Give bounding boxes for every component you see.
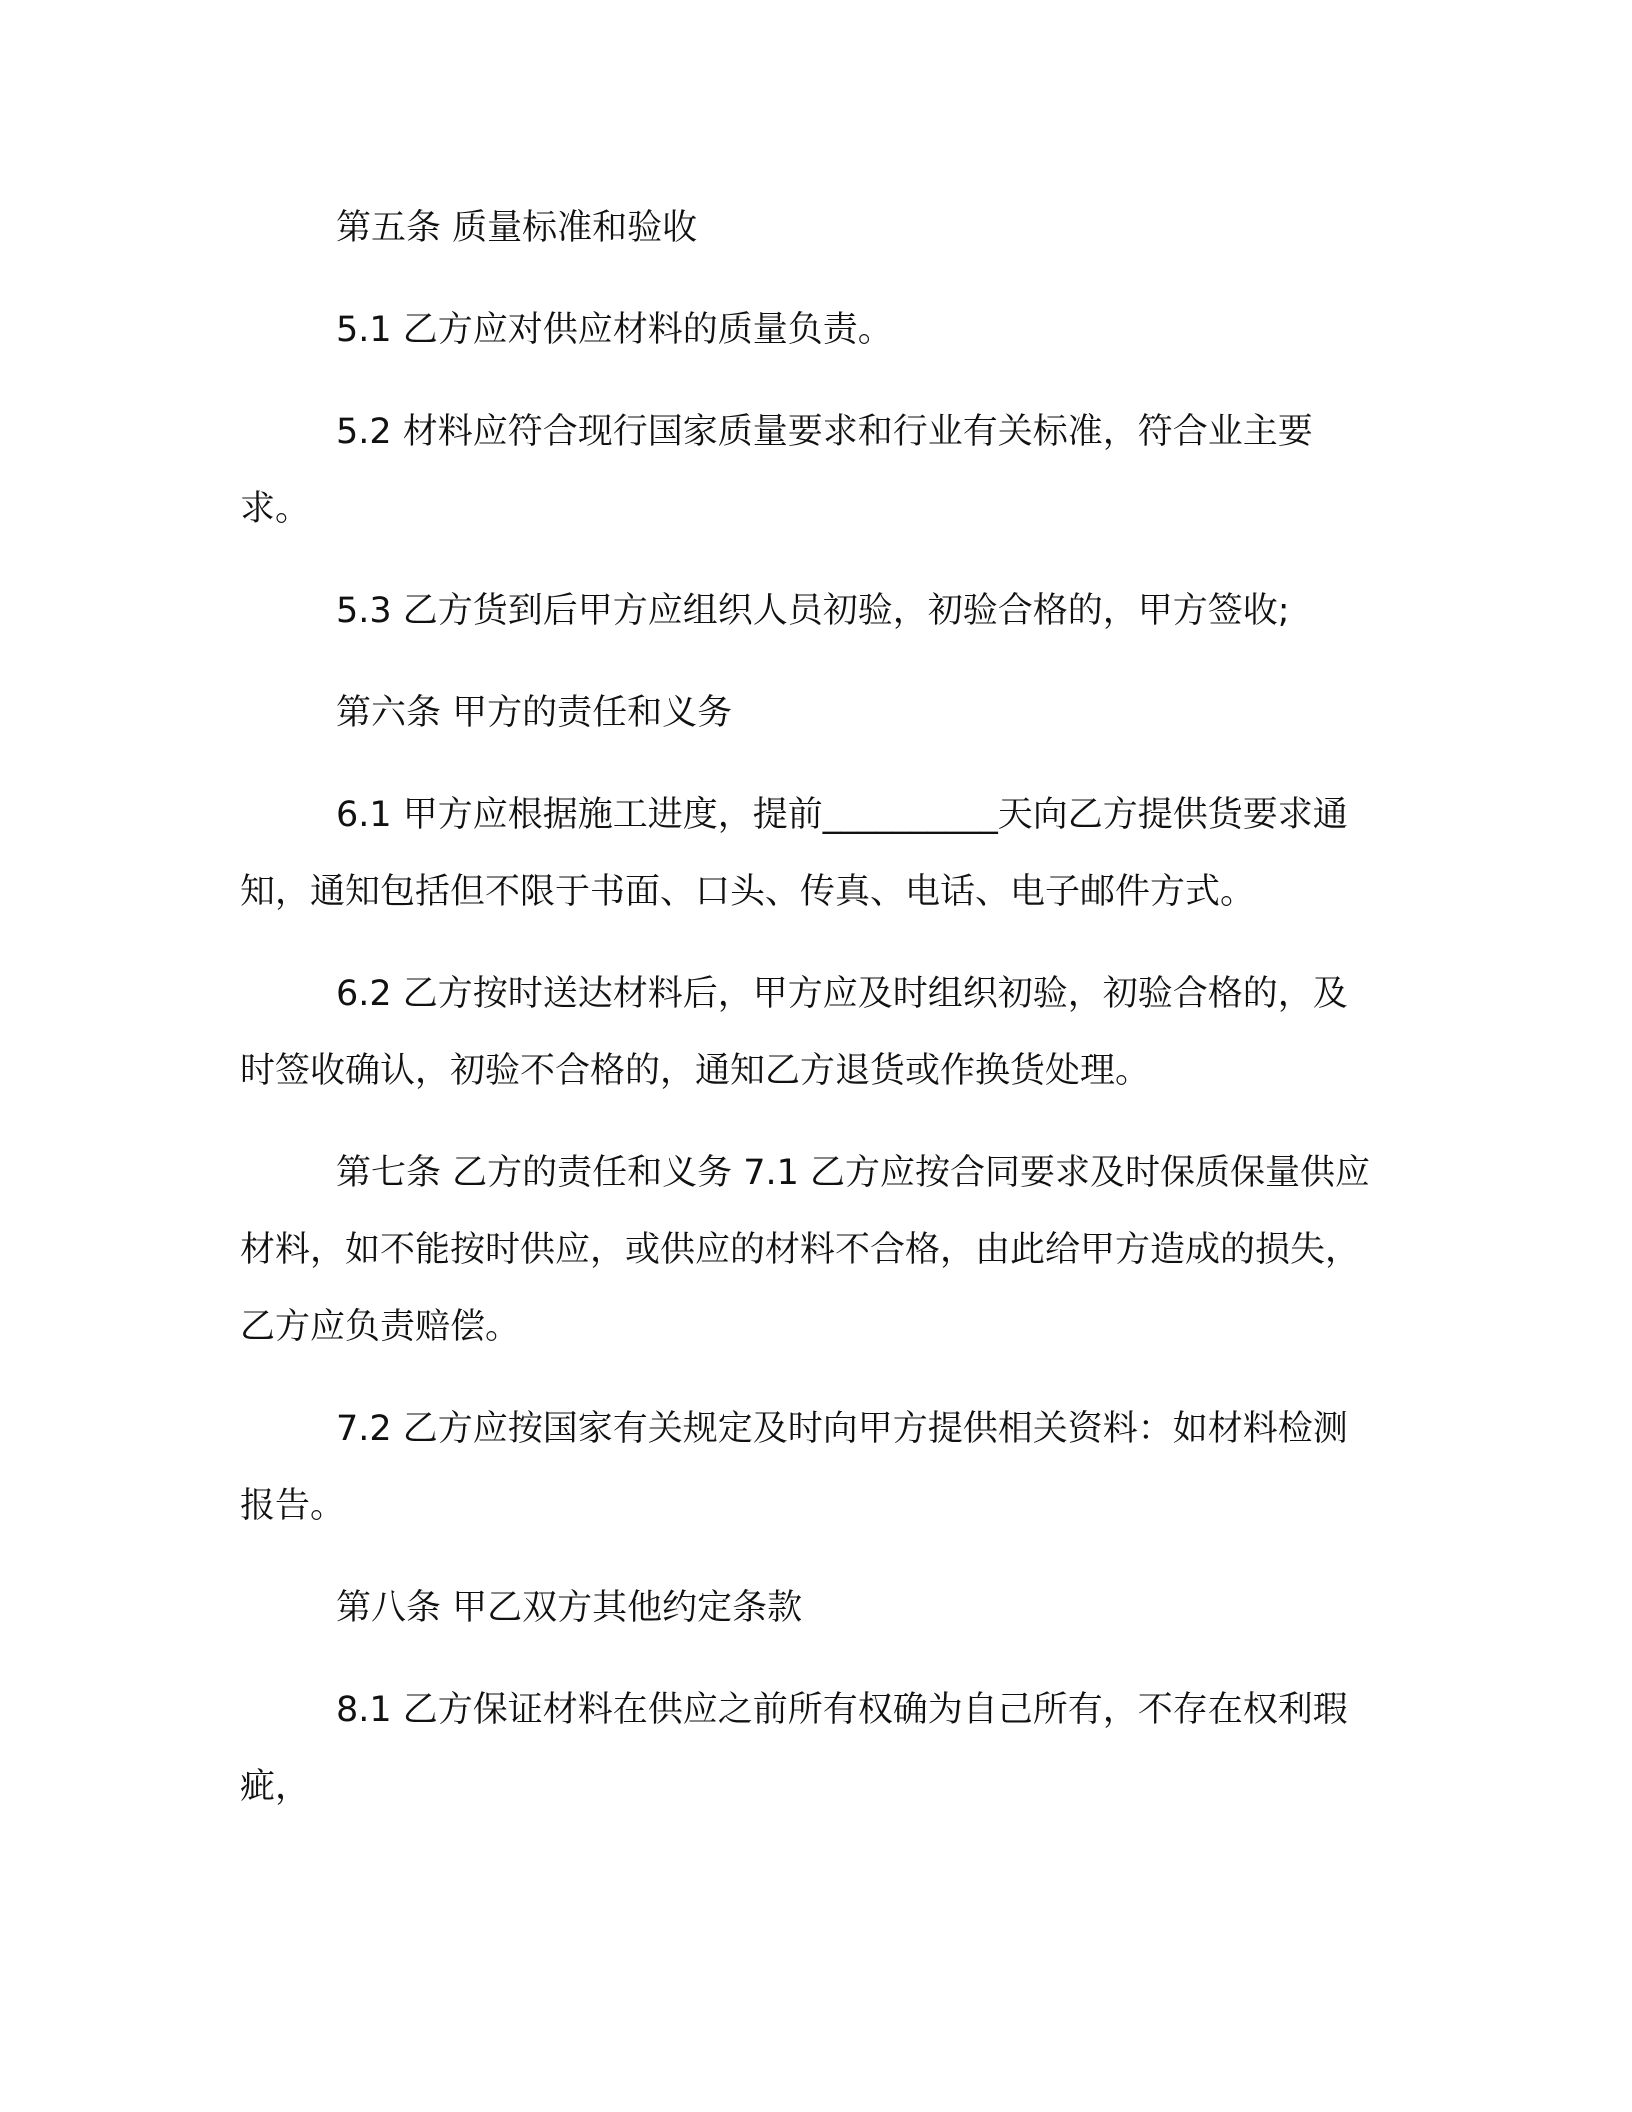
article-7-clause-7-1: 第七条 乙方的责任和义务 7.1 乙方应按合同要求及时保质保量供应材料，如不能按时供应，或供应的材料不合格，由此给甲方造成的损失，乙方应负责赔偿。	[240, 1153, 1371, 1347]
clause-8-1: 8.1 乙方保证材料在供应之前所有权确为自己所有，不存在权利瑕疵，	[240, 1690, 1348, 1807]
clause-5-3: 5.3 乙方货到后甲方应组织人员初验，初验合格的，甲方签收;	[336, 591, 1290, 631]
document-body	[240, 190, 1382, 1851]
clause-6-1: 6.1 甲方应根据施工进度，提前__________天向乙方提供货要求通知，通知包括但不限于书面、口头、传真、电话、电子邮件方式。	[240, 795, 1348, 912]
heading-article-6: 第六条 甲方的责任和义务	[336, 693, 733, 733]
clause-5-1: 5.1 乙方应对供应材料的质量负责。	[336, 310, 893, 350]
heading-article-5: 第五条 质量标准和验收	[336, 208, 698, 248]
heading-article-8: 第八条 甲乙双方其他约定条款	[336, 1588, 803, 1628]
clause-7-2: 7.2 乙方应按国家有关规定及时向甲方提供相关资料：如材料检测报告。	[240, 1409, 1348, 1526]
clause-6-2: 6.2 乙方按时送达材料后，甲方应及时组织初验，初验合格的，及时签收确认，初验不合格的，通知乙方退货或作换货处理。	[240, 974, 1348, 1091]
clause-5-2: 5.2 材料应符合现行国家质量要求和行业有关标准，符合业主要求。	[240, 412, 1313, 529]
